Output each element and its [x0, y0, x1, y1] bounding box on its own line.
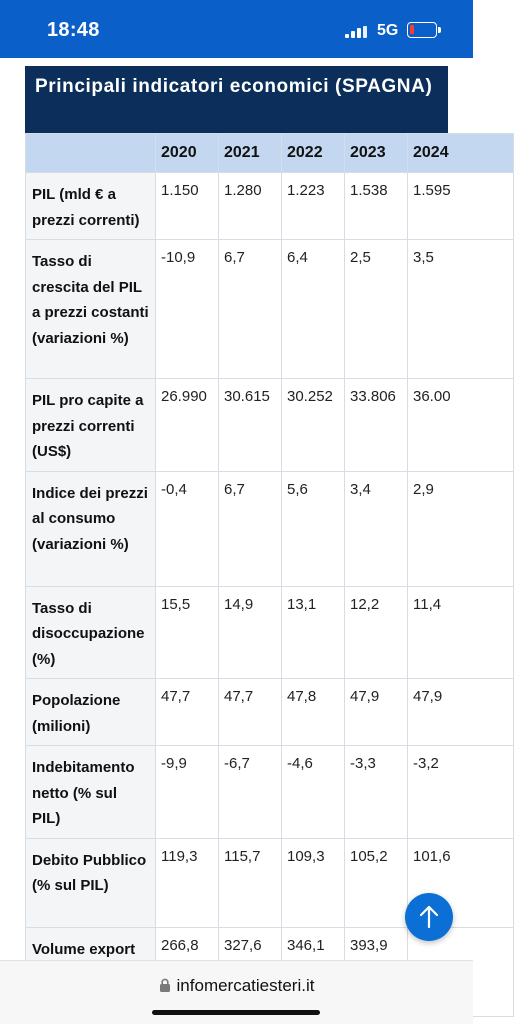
table-cell: 36.00	[408, 379, 514, 472]
table-row	[26, 679, 514, 746]
table-cell: 1.538	[345, 173, 408, 240]
table-cell: 115,7	[219, 838, 282, 927]
signal-icon	[345, 26, 367, 38]
header-year: 2020	[156, 134, 219, 173]
table-cell: 1.150	[156, 173, 219, 240]
economic-indicators-table	[25, 133, 514, 1017]
table-cell: 6,4	[282, 240, 345, 379]
row-label: Volume export	[26, 927, 156, 1016]
header-year: 2022	[282, 134, 345, 173]
table-cell: 3,5	[408, 240, 514, 379]
table-row	[26, 173, 514, 240]
table-row	[26, 240, 514, 379]
table-cell: 1.223	[282, 173, 345, 240]
url-display[interactable]	[0, 976, 473, 996]
table-cell: 11,4	[408, 586, 514, 679]
status-bar	[0, 0, 473, 58]
table-cell: 5,6	[282, 471, 345, 586]
table-cell: 3,4	[345, 471, 408, 586]
table-cell: 14,9	[219, 586, 282, 679]
row-label: Indebitamento netto (% sul PIL)	[26, 746, 156, 839]
lock-icon	[159, 978, 171, 993]
battery-icon	[407, 22, 437, 38]
header-year: 2023	[345, 134, 408, 173]
row-label: PIL (mld € a prezzi correnti)	[26, 173, 156, 240]
table-row	[26, 471, 514, 586]
table-cell: 266,8	[156, 927, 219, 1016]
network-type: 5G	[377, 22, 399, 39]
table-cell: 1.595	[408, 173, 514, 240]
table-cell: -3,2	[408, 746, 514, 839]
row-label: Popolazione (milioni)	[26, 679, 156, 746]
row-label: Debito Pubblico (% sul PIL)	[26, 838, 156, 927]
row-label: PIL pro capite a prezzi correnti (US$)	[26, 379, 156, 472]
scroll-to-top-button[interactable]	[405, 893, 453, 941]
page-content	[25, 58, 451, 960]
table-cell: 2,9	[408, 471, 514, 586]
table-cell: -9,9	[156, 746, 219, 839]
table-cell: 6,7	[219, 471, 282, 586]
table-cell: 346,1	[282, 927, 345, 1016]
table-cell: 47,8	[282, 679, 345, 746]
table-cell: -0,4	[156, 471, 219, 586]
table-row	[26, 586, 514, 679]
row-label: Tasso di disoccupazione (%)	[26, 586, 156, 679]
table-cell: 109,3	[282, 838, 345, 927]
table-cell: 12,2	[345, 586, 408, 679]
table-row	[26, 379, 514, 472]
table-cell: -10,9	[156, 240, 219, 379]
table-cell: 327,6	[219, 927, 282, 1016]
table-title: Principali indicatori economici (SPAGNA)	[35, 76, 433, 97]
table-cell: 30.615	[219, 379, 282, 472]
table-cell: 101,6	[408, 838, 514, 927]
table-cell: 33.806	[345, 379, 408, 472]
table-cell: 47,9	[345, 679, 408, 746]
row-label: Indice dei prezzi al consumo (variazioni %)	[26, 471, 156, 586]
table-cell: 15,5	[156, 586, 219, 679]
url-text: infomercatiesteri.it	[176, 976, 315, 995]
table-cell: 30.252	[282, 379, 345, 472]
table-cell: -3,3	[345, 746, 408, 839]
table-cell: 47,9	[408, 679, 514, 746]
table-cell: 105,2	[345, 838, 408, 927]
table-row	[26, 746, 514, 839]
table-cell: 119,3	[156, 838, 219, 927]
header-year: 2021	[219, 134, 282, 173]
table-cell: 26.990	[156, 379, 219, 472]
home-indicator[interactable]	[152, 1010, 320, 1015]
arrow-up-icon	[417, 904, 441, 930]
table-cell: 6,7	[219, 240, 282, 379]
table-title-box	[25, 66, 448, 141]
header-indicator	[26, 134, 156, 173]
table-cell: 393,9	[345, 927, 408, 1016]
table-cell: -6,7	[219, 746, 282, 839]
table-cell: 13,1	[282, 586, 345, 679]
header-year: 2024	[408, 134, 514, 173]
table-cell: -4,6	[282, 746, 345, 839]
table-cell: 47,7	[219, 679, 282, 746]
row-label: Tasso di crescita del PIL a prezzi costanti (variazioni %)	[26, 240, 156, 379]
status-time: 18:48	[47, 19, 100, 41]
table-header-row	[26, 134, 514, 173]
table-cell: 2,5	[345, 240, 408, 379]
table-cell: 1.280	[219, 173, 282, 240]
table-cell: 47,7	[156, 679, 219, 746]
